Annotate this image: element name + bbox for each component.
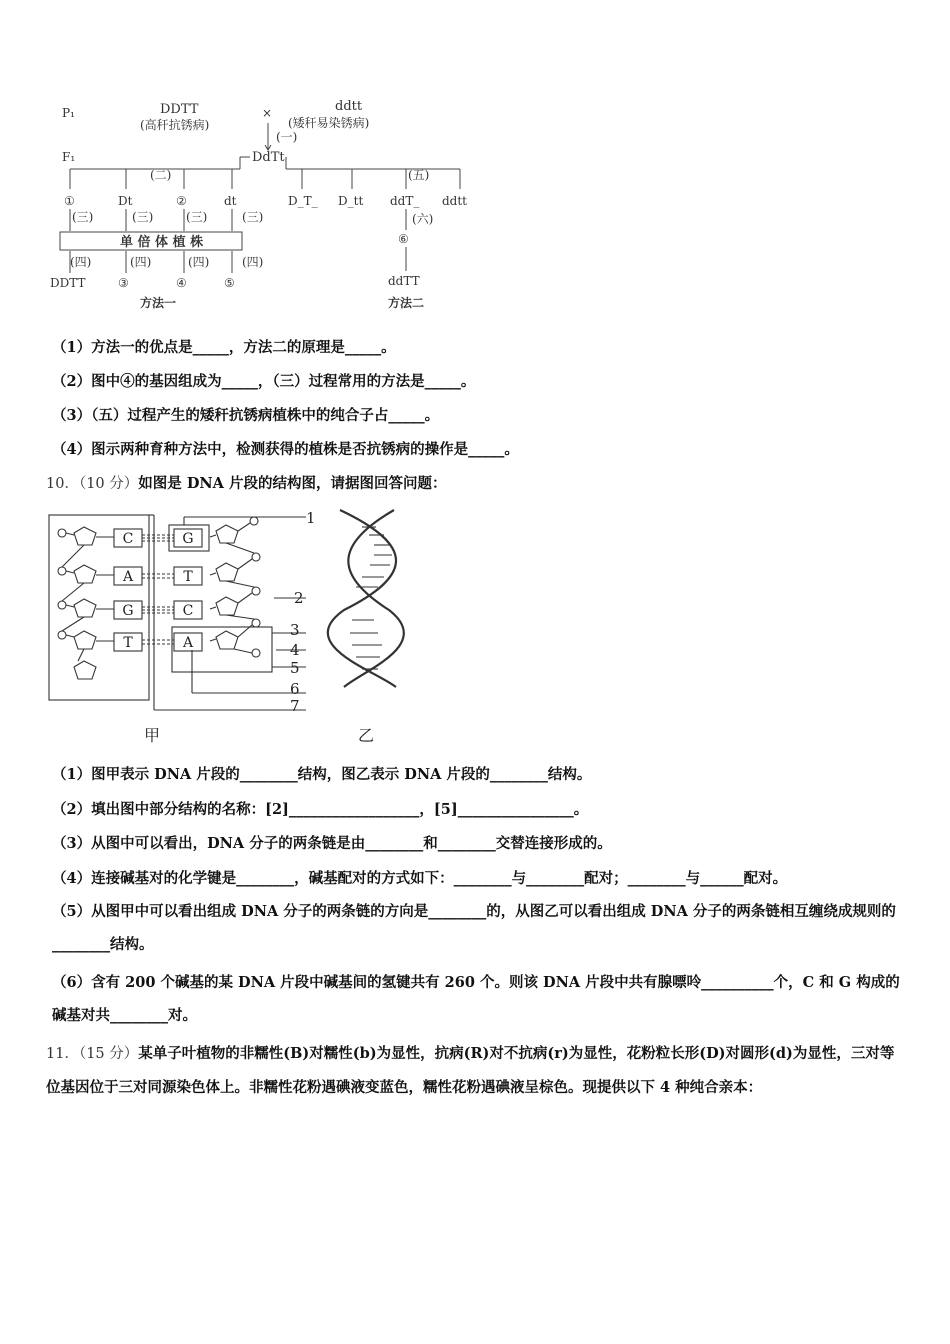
base-left-1: C — [122, 531, 134, 547]
base-right-1: G — [182, 531, 194, 547]
gamete-2: ② — [176, 194, 187, 208]
parent1-genotype: DDTT — [160, 102, 199, 117]
q11-block — [46, 1037, 908, 1104]
q9-item-4: （4）图示两种育种方法中，检测获得的植株是否抗锈病的操作是_____。 — [52, 441, 519, 458]
q10-text: 如图是 DNA 片段的结构图，请据图回答问题： — [138, 475, 447, 492]
result-5: ⑤ — [224, 276, 235, 290]
callout-5: 5 — [290, 659, 300, 677]
right-backbone — [210, 517, 260, 657]
base-left-3: G — [122, 603, 134, 619]
q10-item-5: （5）从图甲中可以看出组成 DNA 分子的两条链的方向是________的，从图乙可以看出组成 DNA 分子的两条链相互缠绕成规则的________结构。 — [52, 903, 896, 953]
result-3: ③ — [118, 276, 129, 290]
step-4-label-a: (四) — [70, 255, 92, 269]
step-4-label-b: (四) — [130, 255, 152, 269]
left-backbone — [58, 527, 114, 679]
step-3-label-a: (三) — [72, 210, 94, 224]
step-3-label-b: (三) — [132, 210, 154, 224]
m2-D-T: D_T_ — [288, 194, 318, 208]
f1-label: F₁ — [62, 150, 76, 164]
q10-heading — [46, 472, 446, 493]
q10-number: 10．（10 分） — [46, 476, 139, 492]
f1-genotype: DdTt — [252, 150, 285, 165]
breeding-diagram — [40, 95, 490, 315]
q9-item-3: （3）（五）过程产生的矮秆抗锈病植株中的纯合子占_____。 — [52, 407, 440, 424]
q10-item-6: （6）含有 200 个碱基的某 DNA 片段中碱基间的氢键共有 260 个。则该 DNA 片段中共有腺嘌呤__________个，C 和 G 构成的碱基对共________对。 — [52, 974, 900, 1024]
callout-4: 4 — [290, 641, 300, 659]
result-4: ④ — [176, 276, 187, 290]
m2-6: ⑥ — [398, 232, 409, 246]
label-yi: 乙 — [358, 726, 375, 745]
callout-7: 7 — [290, 697, 300, 715]
haploid-plant-label: 单 倍 体 植 株 — [120, 235, 204, 250]
step-4-label-c: (四) — [188, 255, 210, 269]
callout-6: 6 — [290, 680, 300, 698]
base-left-2: A — [122, 569, 134, 585]
label-jia: 甲 — [144, 726, 161, 745]
m2-ddtt: ddtt — [442, 194, 468, 208]
callout-1: 1 — [306, 509, 316, 527]
base-left-4: T — [123, 635, 133, 651]
double-helix — [328, 510, 404, 687]
base-right-3: C — [182, 603, 194, 619]
parent2-genotype: ddtt — [335, 99, 363, 114]
result-DDTT: DDTT — [50, 276, 86, 290]
q9-item-2: （2）图中④的基因组成为_____，（三）过程常用的方法是_____。 — [52, 373, 476, 390]
step-6-label: (六) — [412, 212, 434, 226]
callout-3: 3 — [290, 621, 300, 639]
base-right-2: T — [183, 569, 193, 585]
q11-text: 某单子叶植物的非糯性(B)对糯性(b)为显性，抗病(R)对不抗病(r)为显性，花粉粒长形(D)对圆形(d)为显性，三对等位基因位于三对同源染色体上。非糯性花粉遇碘液变蓝色，糯性花粉遇碘液呈棕色。现提供以下 4 种纯合亲本： — [46, 1045, 895, 1096]
m2-ddTT: ddTT — [388, 274, 420, 288]
dna-structure-diagram — [44, 505, 424, 750]
parent1-phenotype: (高秆抗锈病) — [140, 118, 210, 132]
callout-2: 2 — [294, 589, 304, 607]
q10-item-4: （4）连接碱基对的化学键是________，碱基配对的方式如下：________与________配对；________与______配对。 — [52, 870, 788, 887]
gamete-Dt: Dt — [118, 194, 133, 208]
q11-number: 11．（15 分） — [46, 1046, 139, 1062]
p1-label: P₁ — [62, 106, 75, 120]
m2-ddT: ddT_ — [390, 194, 420, 208]
step-3-label-c: (三) — [186, 210, 208, 224]
q10-item-2: （2）填出图中部分结构的名称：[2]__________________，[5]________________。 — [52, 801, 589, 818]
gamete-1: ① — [64, 194, 75, 208]
step-1-label: (一) — [276, 130, 298, 144]
gamete-dt: dt — [224, 194, 237, 208]
q10-item-3: （3）从图中可以看出，DNA 分子的两条链是由________和________交替连接形成的。 — [52, 835, 612, 852]
method-2-label: 方法二 — [388, 296, 425, 310]
base-right-4: A — [182, 635, 194, 651]
step-4-label-d: (四) — [242, 255, 264, 269]
q9-item-1: （1）方法一的优点是_____，方法二的原理是_____。 — [52, 339, 396, 356]
parent2-phenotype: (矮秆易染锈病) — [288, 116, 370, 130]
method-1-label: 方法一 — [140, 296, 177, 310]
cross-symbol: × — [262, 106, 273, 120]
q10-item-1: （1）图甲表示 DNA 片段的________结构，图乙表示 DNA 片段的________结构。 — [52, 766, 592, 783]
m2-D-tt: D_tt — [338, 194, 364, 208]
step-3-label-d: (三) — [242, 210, 264, 224]
step-5-label: (五) — [408, 168, 430, 182]
step-2-label: (二) — [150, 168, 172, 182]
